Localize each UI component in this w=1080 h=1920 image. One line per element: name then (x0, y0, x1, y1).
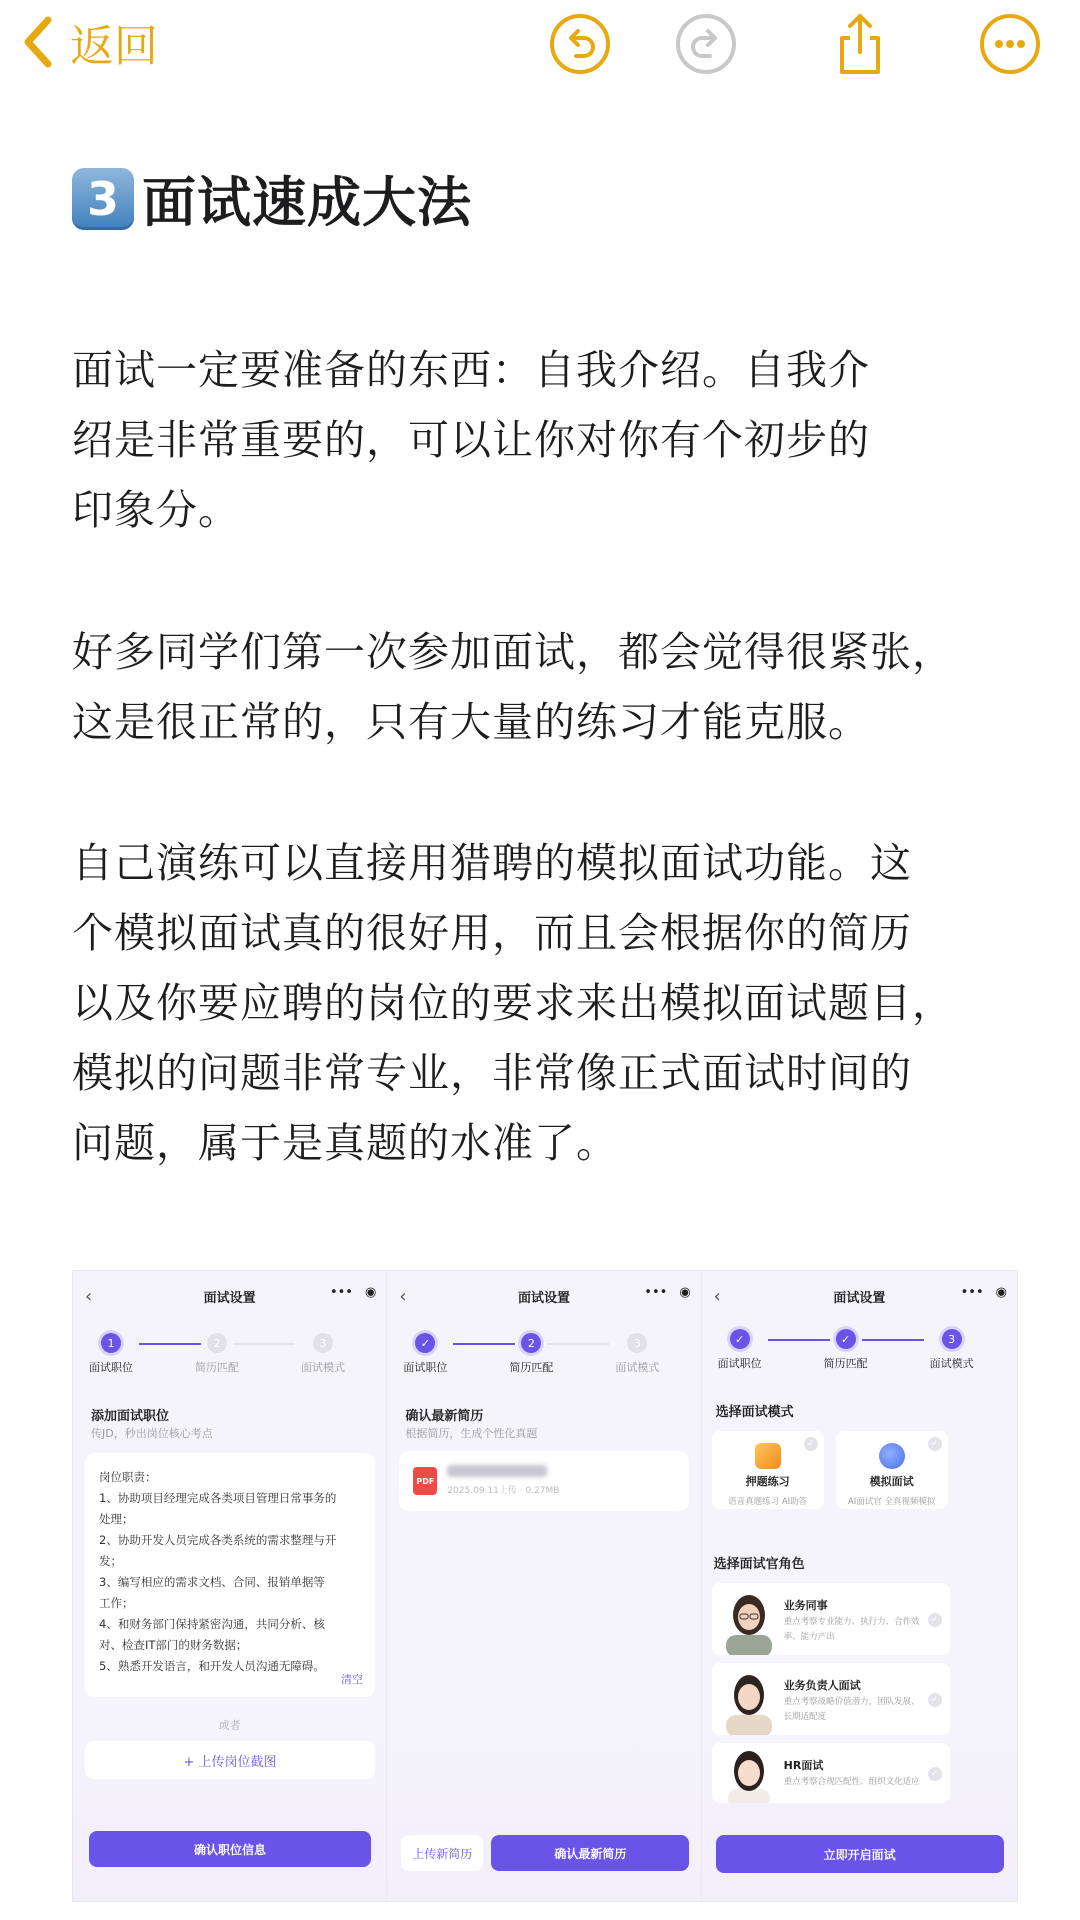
chat-bubbles-icon (879, 1443, 905, 1469)
section-title: 添加面试职位 (91, 1409, 170, 1424)
check-icon: ✓ (928, 1693, 942, 1707)
keycap-number-badge: 3 (72, 168, 134, 230)
role-card-peer[interactable] (712, 1583, 950, 1655)
more-dots-icon: ••• (960, 1285, 984, 1300)
stepper (716, 1329, 1003, 1373)
more-dots-icon: ••• (644, 1285, 668, 1300)
check-icon: ✓ (928, 1437, 942, 1451)
paragraph-2 (72, 617, 1017, 757)
role-card-lead[interactable] (712, 1663, 950, 1735)
heading-text: 面试速成大法 (142, 171, 472, 234)
mode-name: 模拟面试 (869, 1475, 914, 1488)
paragraph-3 (72, 828, 1017, 1178)
or-divider: 或者 (218, 1719, 241, 1732)
capsule-menu (330, 1285, 376, 1300)
redo-button[interactable] (674, 12, 738, 76)
mini-nav-bar (702, 1281, 1017, 1311)
role-name: 业务负责人面试 (783, 1679, 861, 1692)
blurred-file-name (447, 1465, 547, 1477)
top-toolbar (0, 0, 1080, 90)
text-line: 绍是非常重要的，可以让你对你有个初步的 (72, 416, 870, 464)
text-line: 问题，属于是真题的水准了。 (72, 1119, 618, 1167)
upload-new-resume-button[interactable]: 上传新简历 (401, 1835, 483, 1871)
step-2: 2 简历匹配 (491, 1333, 571, 1375)
section-heading (72, 160, 472, 237)
role-desc: 重点考察合规匹配性、组织文化适应 (783, 1777, 920, 1787)
avatar-image (718, 1665, 780, 1735)
jd-text: 岗位职责： 1、协助项目经理完成各类项目管理日常事务的 处理； 2、协助开发人员完成各类系统的需求整理与开 发； 3、编写相应的需求文档、合同、报销单据等 工作； 4、和财务部门保持紧密沟通，共同分析、核 对、检查IT部门的财务数据； 5、熟悉开发语言，和开发人员沟通无障碍。 (99, 1470, 337, 1673)
panel-resume-match (387, 1271, 701, 1901)
text-line: 好多同学们第一次参加面试，都会觉得很紧张， (72, 628, 954, 676)
more-icon (978, 12, 1042, 76)
undo-icon (548, 12, 612, 76)
close-circle-icon: ◉ (364, 1285, 377, 1300)
mini-nav-bar (387, 1281, 700, 1311)
section-subtitle: 根据简历，生成个性化真题 (405, 1427, 538, 1440)
step-2: 2 简历匹配 (177, 1333, 257, 1375)
mode-options (712, 1431, 1012, 1513)
avatar-image (718, 1743, 780, 1803)
close-circle-icon: ◉ (995, 1285, 1007, 1300)
embedded-app-screenshot (72, 1270, 1018, 1902)
close-circle-icon: ◉ (679, 1285, 691, 1300)
mode-desc: AI面试官 全真视频模拟 (847, 1497, 936, 1507)
role-card-hr[interactable] (712, 1743, 950, 1803)
text-line: 个模拟面试真的很好用，而且会根据你的简历 (72, 909, 912, 957)
role-desc: 重点考察专业能力、执行力、合作效率、能力产出 (783, 1617, 920, 1642)
step-2: ✓ 简历匹配 (806, 1329, 886, 1371)
mode-name: 押题练习 (745, 1475, 790, 1488)
paragraph-1 (72, 335, 1017, 545)
pdf-file-icon: PDF (413, 1467, 437, 1495)
nav-title: 面试设置 (833, 1290, 886, 1306)
nav-title: 面试设置 (517, 1290, 570, 1306)
share-icon (828, 12, 892, 76)
role-section-title: 选择面试官角色 (713, 1557, 805, 1572)
chevron-left-icon (20, 14, 56, 70)
avatar-image (718, 1585, 780, 1655)
role-name: HR面试 (783, 1759, 824, 1772)
check-icon: ✓ (928, 1613, 942, 1627)
stepper (87, 1333, 372, 1377)
text-line: 面试一定要准备的东西：自我介绍。自我介 (72, 346, 870, 394)
step-1: ✓ 面试职位 (385, 1333, 465, 1375)
mini-nav-bar (73, 1281, 386, 1311)
resume-file-card[interactable] (399, 1451, 689, 1511)
section-title: 确认最新简历 (405, 1409, 484, 1424)
step-3: 3 面试模式 (597, 1333, 677, 1375)
more-button[interactable] (978, 12, 1042, 76)
start-interview-button[interactable]: 立即开启面试 (716, 1835, 1004, 1873)
more-dots-icon: ••• (329, 1285, 353, 1300)
mode-card-mock[interactable] (836, 1431, 948, 1509)
panel-interview-mode (702, 1271, 1017, 1901)
mode-section-title: 选择面试模式 (715, 1405, 794, 1420)
share-button[interactable] (828, 12, 892, 76)
mode-desc: 语音真题练习 AI助答 (728, 1497, 808, 1507)
check-icon: ✓ (928, 1767, 942, 1781)
step-1: 1 面试职位 (72, 1333, 151, 1375)
text-line: 这是很正常的，只有大量的练习才能克服。 (72, 698, 870, 746)
role-desc: 重点考察战略价值潜力，团队发展、长期适配度 (783, 1697, 920, 1722)
role-name: 业务同事 (783, 1599, 828, 1612)
undo-button[interactable] (548, 12, 612, 76)
step-3: 3 面试模式 (283, 1333, 363, 1375)
chevron-left-icon: ‹ (713, 1285, 721, 1307)
file-meta: 2025.09.11上传 · 0.27MB (447, 1486, 560, 1496)
nav-title: 面试设置 (203, 1290, 256, 1306)
folder-stack-icon (755, 1443, 781, 1469)
back-button[interactable] (20, 12, 158, 72)
upload-job-screenshot-button[interactable]: + 上传岗位截图 (85, 1741, 375, 1779)
text-line: 自己演练可以直接用猎聘的模拟面试功能。这 (72, 839, 912, 887)
confirm-resume-button[interactable]: 确认最新简历 (491, 1835, 689, 1871)
redo-icon (674, 12, 738, 76)
clear-link[interactable]: 清空 (341, 1673, 363, 1686)
step-3: 3 面试模式 (912, 1329, 992, 1371)
capsule-menu (961, 1285, 1007, 1300)
text-line: 以及你要应聘的岗位的要求来出模拟面试题目， (72, 979, 954, 1027)
section-subtitle: 传JD，秒出岗位核心考点 (91, 1427, 213, 1440)
check-icon: ✓ (804, 1437, 818, 1451)
chevron-left-icon: ‹ (399, 1285, 407, 1307)
chevron-left-icon: ‹ (85, 1285, 93, 1307)
text-line: 模拟的问题非常专业，非常像正式面试时间的 (72, 1049, 912, 1097)
confirm-job-button[interactable]: 确认职位信息 (89, 1831, 371, 1867)
capsule-menu (644, 1285, 690, 1300)
panel-job-position (73, 1271, 387, 1901)
text-line: 印象分。 (72, 486, 240, 534)
back-label: 返回 (70, 22, 158, 71)
step-1: ✓ 面试职位 (700, 1329, 780, 1371)
mode-card-practice[interactable] (712, 1431, 824, 1509)
jd-textarea[interactable] (85, 1453, 375, 1697)
stepper (401, 1333, 686, 1377)
